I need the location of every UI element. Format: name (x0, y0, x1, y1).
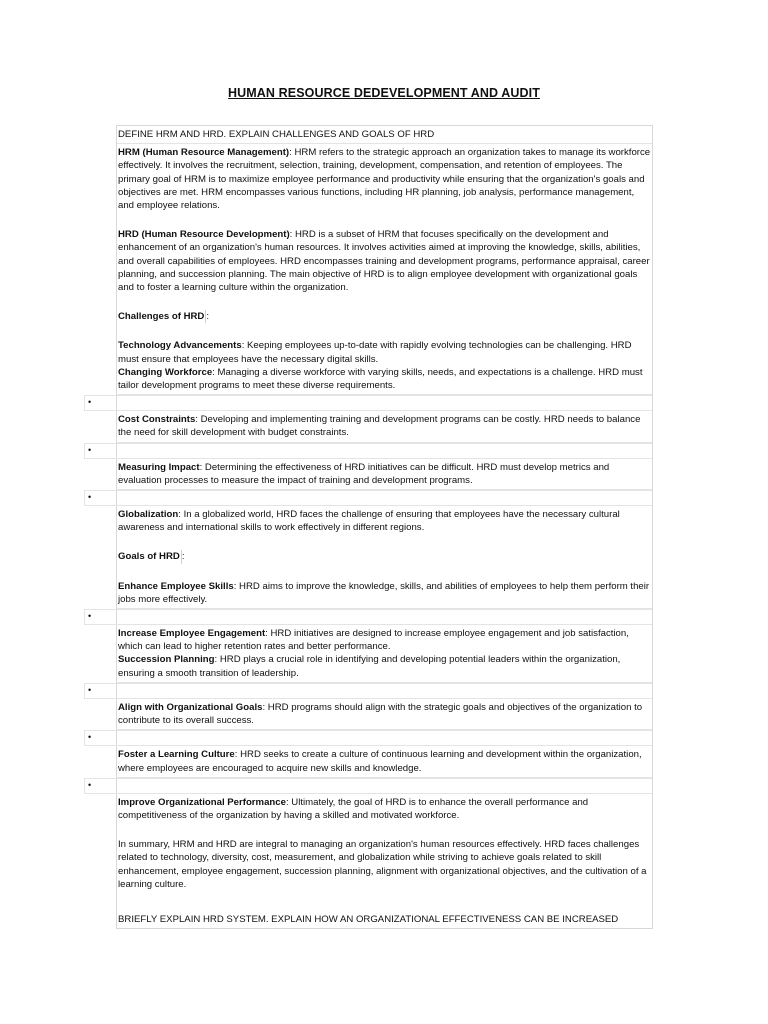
bullet-row (84, 683, 652, 699)
goal-item (118, 701, 652, 727)
goal-text: : HRD plays a crucial role in identifying and developing potential leaders within the organization, ensuring a smooth transition of leadership. (118, 654, 621, 679)
challenge-term: Globalization (118, 509, 179, 521)
question-1 (117, 126, 652, 144)
goal-term: Increase Employee Engagement (118, 628, 266, 640)
goal-term: Enhance Employee Skills (118, 580, 234, 592)
challenge-item (118, 413, 652, 439)
goals-heading-colon: : (181, 551, 185, 563)
bullet-row (84, 395, 652, 411)
hrm-definition (117, 144, 652, 395)
challenge-item (118, 461, 652, 487)
bullet-row (84, 490, 652, 506)
bullet-marker: • (88, 492, 92, 503)
goal-item (118, 748, 652, 774)
bullet-row (84, 730, 652, 746)
goal-item (118, 627, 652, 653)
challenge-text: : Determining the effectiveness of HRD initiatives can be difficult. HRD must develop metrics and evaluation processes to measure the impact of training and development programs. (118, 461, 610, 486)
goal-block (117, 699, 652, 730)
hrd-paragraph (118, 228, 652, 294)
challenge-term: Changing Workforce (118, 366, 213, 378)
challenge-block (117, 459, 652, 490)
challenge-text: : Keeping employees up-to-date with rapidly evolving technologies can be challenging. HRD must ensure that employees have the necessary digital skills. (118, 340, 632, 365)
goal-text: : Ultimately, the goal of HRD is to enhance the overall performance and competitiveness of the organization by having a skilled and motivated workforce. (118, 796, 589, 821)
challenge-term: Cost Constraints (118, 414, 196, 426)
challenge-block (117, 506, 652, 609)
goal-text: : HRD aims to improve the knowledge, skills, and abilities of employees to help them perform their jobs more effectively. (118, 580, 650, 605)
bullet-marker: • (88, 732, 92, 743)
challenge-item (118, 366, 652, 392)
goal-block (117, 625, 652, 683)
question-1-text: DEFINE HRM AND HRD. EXPLAIN CHALLENGES AND GOALS OF HRD (118, 129, 435, 140)
hrm-paragraph (118, 146, 652, 212)
bullet-marker: • (88, 444, 92, 455)
challenge-item (118, 339, 652, 365)
goal-block (117, 794, 652, 928)
challenge-block (117, 411, 652, 442)
goal-text: : HRD programs should align with the strategic goals and objectives of the organization to contribute to its overall success. (118, 701, 643, 727)
challenge-item (118, 508, 652, 534)
goal-item (118, 796, 652, 822)
goals-heading-text: Goals of HRD (118, 551, 180, 563)
question-2-text: BRIEFLY EXPLAIN HRD SYSTEM. EXPLAIN HOW AN ORGANIZATIONAL EFFECTIVENESS CAN BE INCREASED (118, 913, 619, 925)
goals-heading (118, 550, 652, 563)
challenge-term: Measuring Impact (118, 461, 200, 473)
challenge-text: : In a globalized world, HRD faces the challenge of ensuring that employees have the necessary cultural awareness and international skills to work effectively in different regions. (118, 509, 620, 534)
document-body (88, 125, 653, 929)
challenges-heading (118, 310, 652, 323)
challenges-heading-colon: : (206, 311, 210, 323)
challenge-text: : Managing a diverse workforce with varying skills, needs, and expectations is a challenge. HRD must tailor development programs to meet these diverse requirements. (118, 366, 643, 392)
bullet-marker: • (88, 397, 92, 408)
hrm-text: : HRM refers to the strategic approach an organization takes to manage its workforce effectively. It involves the recruitment, selection, training, development, compensation, and retention of employees. The primary goal of HRM is to maximize employee performance and productivity while ensuring that the organization's goals and objectives are met. HRM encompasses various functions, including HR planning, job analysis, performance management, and employee relations. (118, 147, 651, 212)
goal-item (118, 653, 652, 679)
goal-text: : HRD seeks to create a culture of continuous learning and development within the organization, where employees are encouraged to acquire new skills and knowledge. (118, 749, 642, 774)
challenges-heading-text: Challenges of HRD (118, 311, 205, 323)
challenge-text: : Developing and implementing training and development programs can be costly. HRD needs to balance the need for skill development with budget constraints. (118, 414, 641, 439)
goal-term: Align with Organizational Goals (118, 701, 263, 713)
goal-term: Succession Planning (118, 654, 215, 666)
hrm-term: HRM (Human Resource Management) (118, 147, 290, 159)
hrd-text: : HRD is a subset of HRM that focuses specifically on the development and enhancement of an organization's human resources. It involves activities aimed at improving the knowledge, skills, abilities, and overall capabilities of employees. HRD encompasses training and development programs, performance appraisal, career planning, and succession planning. The main objective of HRD is to align employee development with organizational goals and to foster a learning culture within the organization. (118, 229, 650, 294)
summary-paragraph: In summary, HRM and HRD are integral to managing an organization's human resources effectively. HRD faces challenges related to technology, diversity, cost, measurement, and globalization while striving to achieve goals related to skill enhancement, employee engagement, succession planning, alignment with organizational objectives, and the cultivation of a learning culture. (118, 839, 647, 890)
challenge-term: Technology Advancements (118, 340, 242, 352)
goal-term: Improve Organizational Performance (118, 796, 286, 808)
bullet-row (84, 443, 652, 459)
goal-block (117, 746, 652, 777)
bullet-marker: • (88, 684, 92, 695)
goal-term: Foster a Learning Culture (118, 749, 235, 761)
bullet-row (84, 778, 652, 794)
bullet-marker: • (88, 779, 92, 790)
document-title: HUMAN RESOURCE DEDEVELOPMENT AND AUDIT (228, 86, 540, 100)
hrd-term: HRD (Human Resource Development) (118, 229, 290, 241)
goal-text: : HRD initiatives are designed to increase employee engagement and job satisfaction, which can lead to higher retention rates and better performance. (118, 628, 629, 653)
bullet-marker: • (88, 611, 92, 622)
bullet-row (84, 609, 652, 625)
goal-item (118, 580, 652, 606)
